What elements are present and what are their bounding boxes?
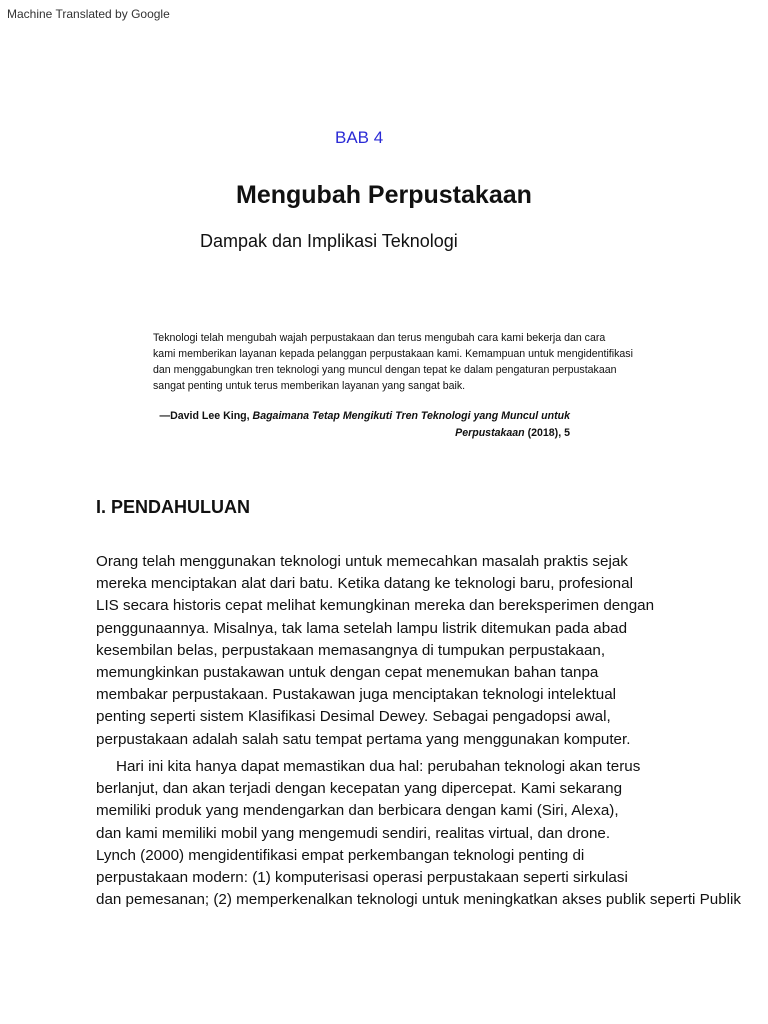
attribution-work-title-cont: Perpustakaan (455, 427, 525, 439)
paragraph-line: Lynch (2000) mengidentifikasi empat perkembangan teknologi penting di (96, 846, 585, 864)
epigraph-line: sangat penting untuk terus memberikan layanan yang sangat baik. (153, 380, 466, 392)
paragraph-line: LIS secara historis cepat melihat kemungkinan mereka dan bereksperimen dengan (96, 597, 655, 615)
epigraph-line: Teknologi telah mengubah wajah perpustakaan dan terus mengubah cara kami bekerja dan cara (153, 332, 606, 344)
paragraph-line: Hari ini kita hanya dapat memastikan dua hal: perubahan teknologi akan terus (116, 758, 641, 775)
attribution-line (150, 408, 570, 425)
paragraph-line: perpustakaan modern: (1) komputerisasi operasi perpustakaan seperti sirkulasi (96, 869, 628, 887)
attribution-year-page: (2018), 5 (524, 427, 570, 439)
paragraph-line: mereka menciptakan alat dari batu. Ketika datang ke teknologi baru, profesional (96, 575, 633, 593)
chapter-label: BAB 4 (335, 128, 384, 147)
paragraph-line: dan kami memiliki mobil yang mengemudi sendiri, realitas virtual, dan drone. (96, 824, 611, 842)
attribution-author: —David Lee King, (159, 410, 253, 422)
body-paragraph-2 (96, 756, 741, 911)
paragraph-line: Orang telah menggunakan teknologi untuk memecahkan masalah praktis sejak (96, 553, 628, 570)
epigraph-line: kami memberikan layanan kepada pelanggan perpustakaan kami. Kemampuan untuk mengidentifikasi (153, 348, 633, 360)
attribution-work-title: Bagaimana Tetap Mengikuti Tren Teknologi yang Muncul untuk (252, 410, 570, 422)
section-heading: I. PENDAHULUAN (96, 497, 251, 517)
attribution-line (150, 425, 570, 442)
body-paragraph-1 (96, 551, 654, 751)
paragraph-line: penggunaannya. Misalnya, tak lama setelah lampu listrik ditemukan pada abad (96, 619, 628, 637)
paragraph-line: berlanjut, dan akan terjadi dengan kecepatan yang dipercepat. Kami sekarang (96, 780, 623, 798)
paragraph-line: memiliki produk yang mendengarkan dan berbicara dengan kami (Siri, Alexa), (96, 802, 619, 820)
paragraph-line: perpustakaan adalah salah satu tempat pertama yang menggunakan komputer. (96, 730, 631, 748)
chapter-subtitle: Dampak dan Implikasi Teknologi (200, 231, 458, 251)
paragraph-line: membakar perpustakaan. Pustakawan juga menciptakan teknologi intelektual (96, 686, 617, 704)
paragraph-line: dan pemesanan; (2) memperkenalkan teknologi untuk meningkatkan akses publik seperti Publik (96, 891, 741, 909)
epigraph-attribution (150, 408, 570, 442)
machine-translation-banner: Machine Translated by Google (7, 7, 170, 21)
paragraph-line: kesembilan belas, perpustakaan memasangnya di tumpukan perpustakaan, (96, 641, 606, 659)
paragraph-line: memungkinkan pustakawan untuk dengan cepat menemukan bahan tanpa (96, 664, 599, 682)
chapter-title: Mengubah Perpustakaan (236, 181, 532, 209)
paragraph-line: penting seperti sistem Klasifikasi Desimal Dewey. Sebagai pengadopsi awal, (96, 708, 611, 726)
epigraph-quote (153, 330, 633, 394)
epigraph-line: dan menggabungkan tren teknologi yang muncul dengan tepat ke dalam pengaturan perpustakaan (153, 364, 617, 376)
